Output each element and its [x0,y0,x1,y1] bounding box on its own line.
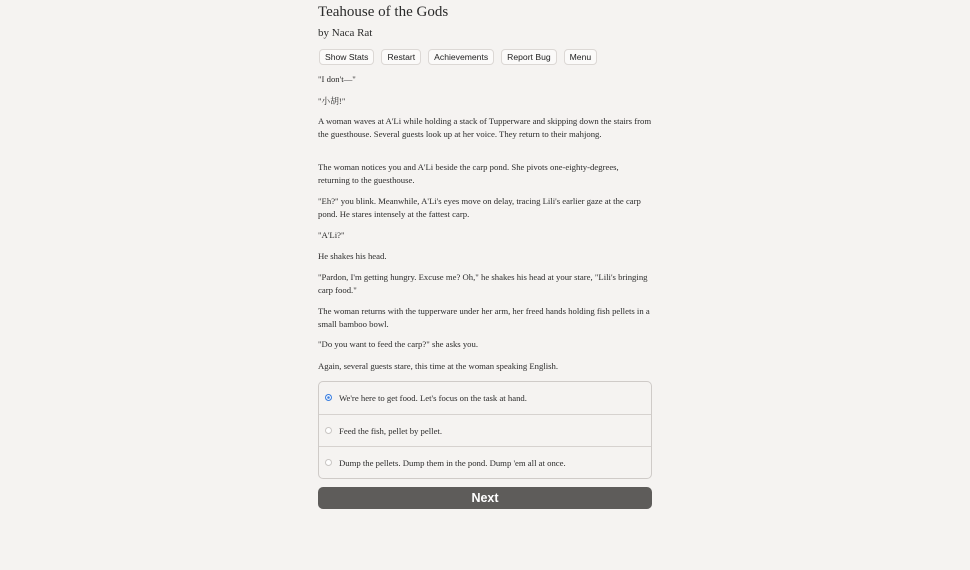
report-bug-button[interactable]: Report Bug [501,49,556,65]
choice-option-1[interactable] [319,382,651,413]
story-paragraph: "I don't—" [318,74,356,84]
choice-list [318,381,652,479]
show-stats-button[interactable]: Show Stats [319,49,374,65]
choice-option-2[interactable] [319,414,651,446]
restart-button[interactable]: Restart [381,49,421,65]
story-paragraph: "Pardon, I'm getting hungry. Excuse me? Oh," he shakes his head at your stare, "Lili's bringing carp food." [318,272,648,295]
story-paragraph: "小胡!" [318,96,346,106]
toolbar [319,49,597,65]
story-paragraph: "Do you want to feed the carp?" she asks you. [318,339,479,349]
story-paragraph: "A'Li?" [318,230,345,240]
game-title: Teahouse of the Gods [318,4,449,20]
next-button[interactable]: Next [318,487,652,509]
choice-label: Dump the pellets. Dump them in the pond. Dump 'em all at once. [339,457,566,468]
story-paragraph: He shakes his head. [318,251,387,261]
radio-unselected-icon[interactable] [325,427,332,434]
choice-label: We're here to get food. Let's focus on the task at hand. [339,392,527,403]
achievements-button[interactable]: Achievements [428,49,494,65]
choice-option-3[interactable] [319,446,651,478]
radio-selected-icon[interactable] [325,394,332,401]
game-author: by Naca Rat [318,27,373,39]
story-paragraph: The woman notices you and A'Li beside the carp pond. She pivots one-eighty-degrees, returning to the guesthouse. [318,162,619,185]
menu-button[interactable]: Menu [564,49,598,65]
story-paragraph: "Eh?" you blink. Meanwhile, A'Li's eyes move on delay, tracing Lili's earlier gaze at the carp pond. He stares intensely at the fattest carp. [318,196,641,219]
radio-unselected-icon[interactable] [325,459,332,466]
story-paragraph: Again, several guests stare, this time at the woman speaking English. [318,361,559,371]
story-paragraph: A woman waves at A'Li while holding a stack of Tupperware and skipping down the stairs from the guesthouse. Several guests look up at her voice. They return to their mahjong. [318,116,652,139]
choice-label: Feed the fish, pellet by pellet. [339,425,443,436]
story-paragraph: The woman returns with the tupperware under her arm, her freed hands holding fish pellets in a small bamboo bowl. [318,306,650,329]
